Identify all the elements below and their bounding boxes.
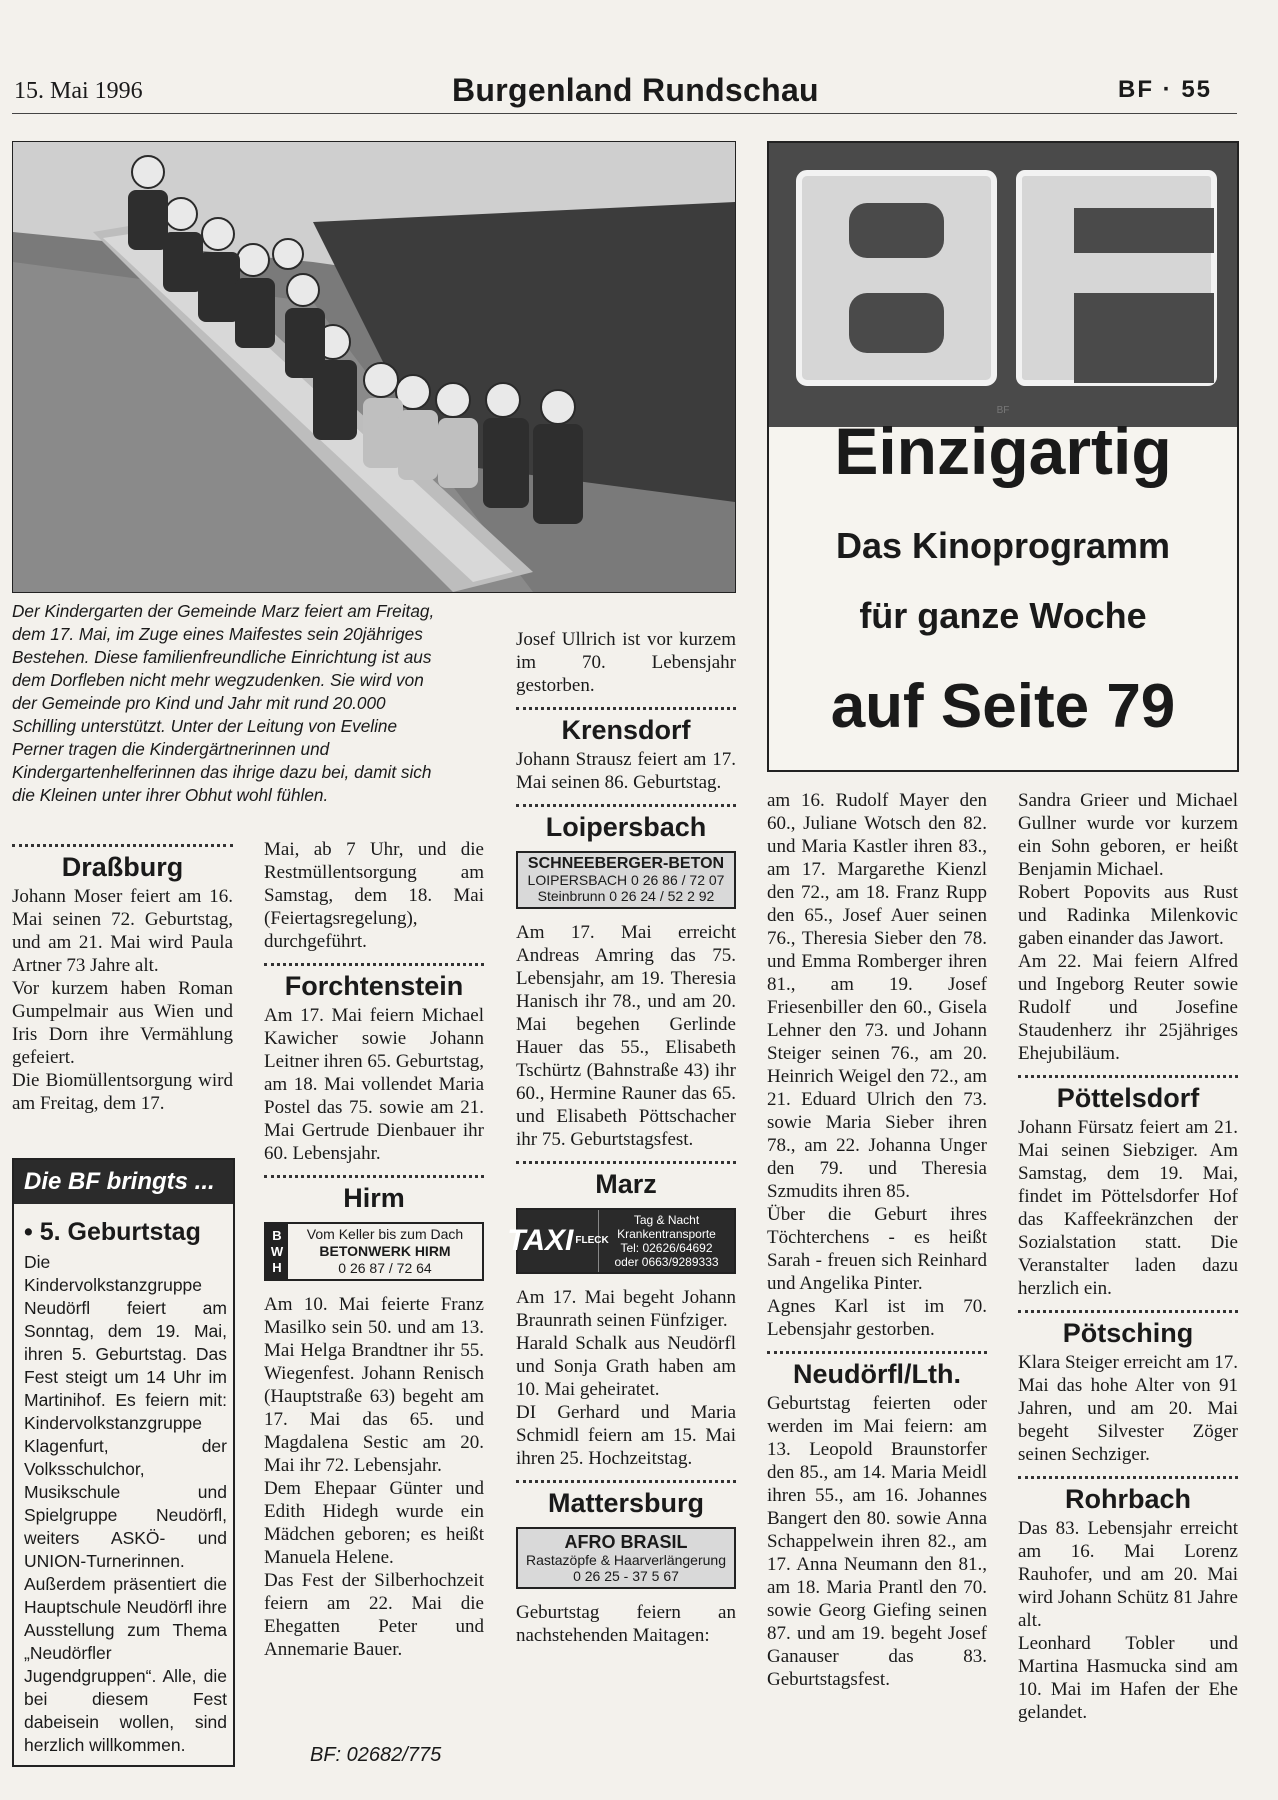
article-text: Am 17. Mai erreicht Andreas Amring das 75. Lebensjahr, am 19. Theresia Hanisch ihr 78., und am 20. Mai begehen Gerlinde Hauer das 55., Elisabeth Tschürtz (Bahnstraße 43) ihr 60., Hermine Rauner das 65. und Elisabeth Pöttschacher ihr 75. Geburtstagsfest. bbox=[516, 922, 736, 1150]
divider bbox=[1018, 1310, 1238, 1313]
newspaper-title: Burgenland Rundschau bbox=[452, 72, 819, 108]
bf-logo-graphic bbox=[769, 143, 1237, 427]
ad-line-2: Das Kinoprogramm bbox=[835, 525, 1171, 566]
ad-phone: 0 26 87 / 72 64 bbox=[338, 1260, 432, 1276]
ad-line: Krankentransporte bbox=[617, 1227, 716, 1241]
column-4 bbox=[767, 789, 987, 1691]
town-heading: Rohrbach bbox=[1064, 1484, 1191, 1514]
ad-line: Rastazöpfe & Haarverlängerung bbox=[525, 1552, 726, 1568]
betonwerk-hirm-ad bbox=[264, 1222, 484, 1281]
divider bbox=[516, 804, 736, 807]
bf-phone: BF: 02682/775 bbox=[310, 1744, 442, 1766]
bf-cinema-ad bbox=[767, 141, 1239, 772]
article-text: Am 17. Mai begeht Johann Braunrath seinen Fünfziger. bbox=[516, 1287, 736, 1331]
article-text: am 16. Rudolf Mayer den 60., Juliane Wotsch den 82. und Maria Kastler ihren 83., am 17. Margarethe Kienzl den 72., am 18. Franz Rupp den 65., Josef Auer seinen 76., Theresia Sieber den 78. und Emma Romberger ihren 81., am 19. Josef Friesenbiller den 60., Gisela Lehner den 73. und Johann Steiger seinen 76., am 20. Heinrich Weigel den 72., am 21. Eduard Ulrich den 73. sowie Maria Sieber ihren 78., am 22. Johanna Unger den 79. und Theresia Szmudits ihren 85. bbox=[767, 790, 987, 1202]
article-text: Das 83. Lebensjahr erreicht am 16. Mai Lorenz Rauhofer, und am 20. Mai wird Johann Schütz 81 Jahre alt. bbox=[1018, 1518, 1238, 1631]
town-heading: Hirm bbox=[343, 1183, 405, 1213]
taxi-fleck-ad bbox=[507, 1208, 736, 1274]
divider bbox=[12, 844, 233, 847]
box-text: Die Kindervolkstanzgruppe Neudörfl feiert am Sonntag, dem 19. Mai, ihren 5. Geburtstag. Das Fest steigt um 14 Uhr im Martinihof. Es feiern mit: Kindervolkstanzgruppe Klagenfurt, der Volksschulchor, Musikschule und Spielgruppe Neudörfl, weiters ASKÖ- und UNION-Turnerinnen. Außerdem präsentiert die Hauptschule Neudörfl ihre Ausstellung zum Thema „Neudörfler Jugendgruppen“. Alle, die bei diesem Fest dabeisein wollen, sind herzlich willkommen. bbox=[24, 1252, 227, 1755]
column-2 bbox=[264, 838, 484, 1661]
ad-line: oder 0663/9289333 bbox=[614, 1255, 719, 1269]
article-text: Geburtstag feierten oder werden im Mai feiern: am 13. Leopold Braunstorfer den 85., am 14. Maria Meidl ihren 55., am 16. Johannes Bangert den 80. sowie Anna Schappelwein ihren 82., am 17. Anna Neumann den 81., am 18. Maria Prantl den 70. sowie Georg Giefing seinen 87. und am 19. begeht Josef Ganauser das 83. Geburtstagsfest. bbox=[767, 1393, 987, 1690]
divider bbox=[264, 963, 484, 966]
article-text: Das Fest der Silberhochzeit feiern am 22. Mai die Ehegatten Peter und Annemarie Bauer. bbox=[264, 1570, 484, 1660]
divider bbox=[516, 1480, 736, 1483]
article-text: Dem Ehepaar Günter und Edith Hidegh wurde ein Mädchen geboren; es heißt Manuela Helene. bbox=[264, 1478, 484, 1568]
box-subheading: • 5. Geburtstag bbox=[24, 1218, 201, 1246]
ad-line: 0 26 25 - 37 5 67 bbox=[573, 1568, 679, 1584]
kindergarten-photo bbox=[12, 141, 736, 593]
bf-bringts-box bbox=[12, 1158, 235, 1767]
page-number: BF · 55 bbox=[1118, 76, 1213, 103]
ad-title: SCHNEEBERGER-BETON bbox=[527, 855, 725, 872]
column-3 bbox=[507, 628, 736, 1647]
ad-line: Tel: 02626/64692 bbox=[620, 1241, 713, 1255]
header-rule bbox=[12, 113, 1237, 114]
ad-line: Tag & Nacht bbox=[633, 1213, 700, 1227]
ad-line-3: für ganze Woche bbox=[859, 595, 1147, 636]
column-5 bbox=[1018, 789, 1238, 1724]
photo-illustration bbox=[13, 142, 735, 592]
ad-line: LOIPERSBACH 0 26 86 / 72 07 bbox=[527, 872, 725, 888]
article-text: Am 10. Mai feierte Franz Masilko sein 50. und am 13. Mai Helga Brandtner ihr 55. Wiegenfest. Johann Renisch (Hauptstraße 63) begeht am 17. Mai das 65. und Magdalena Sestic am 20. Mai ihr 72. Lebensjahr. bbox=[264, 1294, 484, 1476]
town-heading: Draßburg bbox=[61, 852, 184, 882]
article-text: Harald Schalk aus Neudörfl und Sonja Grath haben am 10. Mai geheiratet. bbox=[516, 1333, 736, 1400]
article-text: Johann Moser feiert am 16. Mai seinen 72. Geburtstag, und am 21. Mai wird Paula Artner 73 Jahre alt. bbox=[12, 886, 233, 976]
article-text: Am 22. Mai feiern Alfred und Ingeborg Reuter sowie Rudolf und Josefine Staudenherz ihr 25jähriges Ehejubiläum. bbox=[1018, 951, 1238, 1064]
divider bbox=[767, 1351, 987, 1354]
town-heading: Krensdorf bbox=[561, 715, 691, 745]
article-text: Josef Ullrich ist vor kurzem im 70. Lebensjahr gestorben. bbox=[516, 629, 736, 696]
article-text: Geburtstag feiern an nachstehenden Maitagen: bbox=[516, 1602, 736, 1646]
article-text: Robert Popovits aus Rust und Radinka Milenkovic gaben einander das Jawort. bbox=[1018, 882, 1238, 949]
ad-company: BETONWERK HIRM bbox=[319, 1243, 451, 1259]
town-heading: Forchtenstein bbox=[284, 971, 464, 1001]
bf-logo-text: BF bbox=[996, 405, 1010, 416]
article-text: Klara Steiger erreicht am 17. Mai das hohe Alter von 91 Jahren, und am 20. Mai begeht Silvester Zöger seinen Sechziger. bbox=[1018, 1352, 1238, 1465]
divider bbox=[264, 1175, 484, 1178]
article-text: Über die Geburt ihres Töchterchens - es heißt Sarah - freuen sich Reinhard und Angelika Pinter. bbox=[767, 1204, 987, 1294]
article-text: Agnes Karl ist im 70. Lebensjahr gestorben. bbox=[767, 1296, 987, 1340]
photo-caption: Der Kindergarten der Gemeinde Marz feiert am Freitag, dem 17. Mai, im Zuge eines Maifestes sein 20jähriges Bestehen. Diese familienfreundliche Einrichtung ist aus dem Dorfleben nicht mehr wegzudenken. Sie wird von der Gemeinde pro Kind und Jahr mit rund 20.000 Schilling unterstützt. Unter der Leitung von Eveline Perner tragen die Kindergärtnerinnen und Kindergartenhelferinnen das ihrige dazu bei, damit sich die Kleinen unter ihrer Obhut wohl fühlen. bbox=[12, 601, 435, 805]
divider bbox=[516, 707, 736, 710]
divider bbox=[1018, 1075, 1238, 1078]
ad-title: AFRO BRASIL bbox=[564, 1532, 688, 1552]
town-heading: Pöttelsdorf bbox=[1056, 1083, 1200, 1113]
town-heading: Marz bbox=[595, 1169, 657, 1199]
article-text: Sandra Grieer und Michael Gullner wurde vor kurzem ein Sohn geboren, er heißt Benjamin Michael. bbox=[1018, 790, 1238, 880]
town-heading: Mattersburg bbox=[547, 1488, 704, 1518]
ad-headline: Einzigartig bbox=[834, 414, 1172, 488]
ad-slogan: Vom Keller bis zum Dach bbox=[306, 1226, 464, 1242]
bwh-logo: B W H bbox=[266, 1224, 288, 1279]
ad-line-4: auf Seite 79 bbox=[830, 672, 1176, 741]
article-text: Mai, ab 7 Uhr, und die Restmüllentsorgung am Samstag, dem 18. Mai (Feiertagsregelung), durchgeführt. bbox=[264, 839, 484, 952]
article-text: Die Biomüllentsorgung wird am Freitag, dem 17. bbox=[12, 1070, 233, 1114]
bf-logo bbox=[769, 143, 1237, 427]
town-heading: Pötsching bbox=[1062, 1318, 1194, 1348]
ad-line: Steinbrunn 0 26 24 / 52 2 92 bbox=[537, 888, 715, 904]
town-heading: Loipersbach bbox=[545, 812, 707, 842]
article-text: DI Gerhard und Maria Schmidl feiern am 15. Mai ihren 25. Hochzeitstag. bbox=[516, 1402, 736, 1469]
taxi-logo: TAXI FLECK bbox=[518, 1210, 599, 1272]
article-text: Johann Fürsatz feiert am 21. Mai seinen Siebziger. Am Samstag, dem 19. Mai, findet im Pöttelsdorfer Hof das Kaffeekränzchen der Sozialstation statt. Die Veranstalter laden dazu herzlich ein. bbox=[1018, 1117, 1238, 1299]
box-heading: Die BF bringts ... bbox=[14, 1160, 233, 1204]
article-text: Vor kurzem haben Roman Gumpelmair aus Wien und Iris Dorn ihre Vermählung gefeiert. bbox=[12, 978, 233, 1068]
article-text: Leonhard Tobler und Martina Hasmucka sind am 10. Mai im Hafen der Ehe gelandet. bbox=[1018, 1633, 1238, 1723]
schneeberger-beton-ad bbox=[516, 851, 736, 909]
afro-brasil-ad bbox=[516, 1527, 736, 1589]
issue-date: 15. Mai 1996 bbox=[14, 78, 143, 104]
article-text: Am 17. Mai feiern Michael Kawicher sowie Johann Leitner ihren 65. Geburtstag, am 18. Mai vollendet Maria Postel das 75. sowie am 21. Mai Gertrude Dienbauer ihr 60. Lebensjahr. bbox=[264, 1005, 485, 1164]
divider bbox=[516, 1161, 736, 1164]
column-1 bbox=[12, 834, 233, 1115]
article-text: Johann Strausz feiert am 17. Mai seinen 86. Geburtstag. bbox=[516, 749, 736, 793]
town-heading: Neudörfl/Lth. bbox=[793, 1359, 961, 1389]
divider bbox=[1018, 1476, 1238, 1479]
